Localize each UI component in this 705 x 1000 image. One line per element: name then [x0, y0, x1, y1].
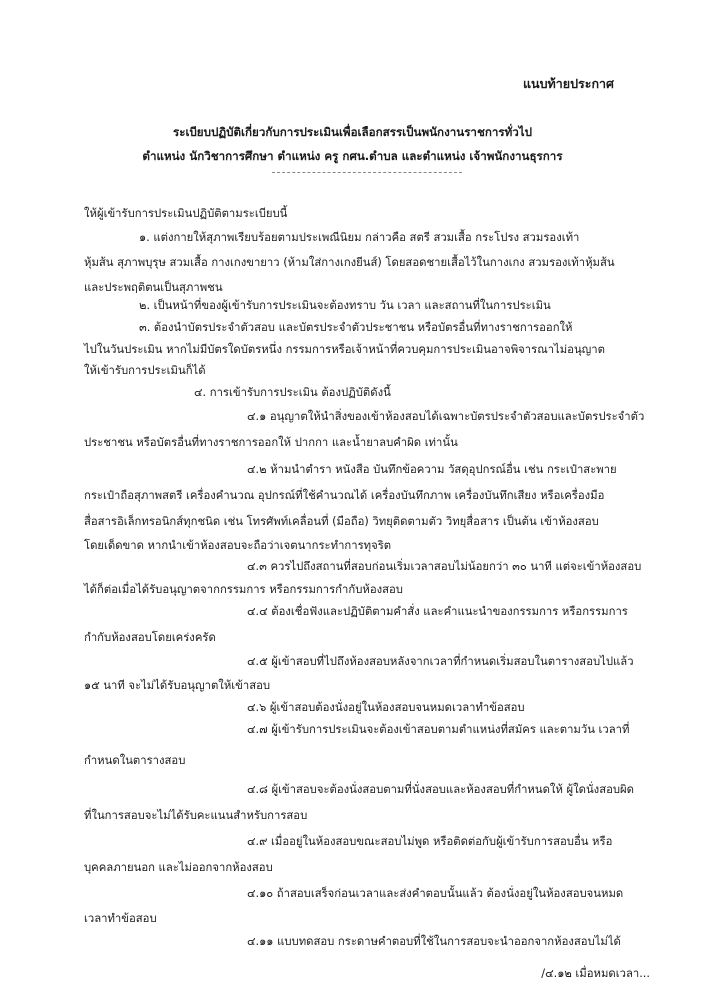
- rule-4-5-line: ๑๕ นาที จะไม่ได้รับอนุญาตให้เข้าสอบ: [84, 679, 271, 692]
- rule-4-2-line: กระเป๋าถือสุภาพสตรี เครื่องคำนวณ อุปกรณ์ที่ใช้คำนวณได้ เครื่องบันทึกภาพ เครื่องบันทึกเสียง หรือเครื่องมือ: [84, 489, 605, 502]
- rule-4-9-line: ๔.๙ เมื่ออยู่ในห้องสอบขณะสอบไม่พูด หรือติดต่อกับผู้เข้ารับการสอบอื่น หรือ: [247, 835, 613, 848]
- rule-4-5-line: ๔.๕ ผู้เข้าสอบที่ไปถึงห้องสอบหลังจากเวลาที่กำหนดเริ่มสอบในตารางสอบไปแล้ว: [247, 655, 634, 668]
- rule-4-3-line: ๔.๓ ควรไปถึงสถานที่สอบก่อนเริ่มเวลาสอบไม่น้อยกว่า ๓๐ นาที แต่จะเข้าห้องสอบ: [247, 560, 642, 573]
- rule-4-2-line: ๔.๒ ห้ามนำตำรา หนังสือ บันทึกข้อความ วัสดุอุปกรณ์อื่น เช่น กระเป๋าสะพาย: [247, 463, 617, 476]
- rule-3-line: ให้เข้ารับการประเมินก็ได้: [84, 364, 206, 377]
- rule-1-line: ๑. แต่งกายให้สุภาพเรียบร้อยตามประเพณีนิยม กล่าวคือ สตรี สวมเสื้อ กระโปรง สวมรองเท้า: [139, 231, 580, 244]
- rule-3-line: ๓. ต้องนำบัตรประจำตัวสอบ และบัตรประจำตัวประชาชน หรือบัตรอื่นที่ทางราชการออกให้: [139, 321, 573, 334]
- rule-4-2-line: โดยเด็ดขาด หากนำเข้าห้องสอบจะถือว่าเจตนากระทำการทุจริต: [84, 539, 392, 552]
- document-title-line-1: ระเบียบปฏิบัติเกี่ยวกับการประเมินเพื่อเลือกสรรเป็นพนักงานราชการทั่วไป: [173, 125, 532, 139]
- rule-4-8-line: ๔.๘ ผู้เข้าสอบจะต้องนั่งสอบตามที่นั่งสอบและห้องสอบที่กำหนดให้ ผู้ใดนั่งสอบผิด: [247, 783, 634, 796]
- rule-4-4-line: กำกับห้องสอบโดยเคร่งครัด: [84, 631, 216, 644]
- rule-4-10-line: ๔.๑๐ ถ้าสอบเสร็จก่อนเวลาและส่งคำตอบนั้นแล้ว ต้องนั่งอยู่ในห้องสอบจนหมด: [247, 887, 624, 900]
- rule-1-line: หุ้มส้น สุภาพบุรุษ สวมเสื้อ กางเกงขายาว (ห้ามใส่กางเกงยีนส์) โดยสอดชายเสื้อไว้ในกางเกง สวมรองเท้าหุ้มส้น: [84, 256, 615, 269]
- document-title-line-2: ตำแหน่ง นักวิชาการศึกษา ตำแหน่ง ครู กศน.ตำบล และตำแหน่ง เจ้าพนักงานธุรการ: [142, 149, 563, 163]
- rule-4-3-line: ได้ก็ต่อเมื่อได้รับอนุญาตจากกรรมการ หรือกรรมการกำกับห้องสอบ: [84, 583, 403, 596]
- rule-4-7-line: ๔.๗ ผู้เข้ารับการประเมินจะต้องเข้าสอบตามตำแหน่งที่สมัคร และตามวัน เวลาที่: [247, 723, 630, 736]
- annex-label: แนบท้ายประกาศ: [522, 76, 614, 91]
- continuation-note: /๔.๑๒ เมื่อหมดเวลา...: [541, 967, 650, 980]
- rule-4-1-line: ๔.๑ อนุญาตให้นำสิ่งของเข้าห้องสอบได้เฉพาะบัตรประจำตัวสอบและบัตรประจำตัว: [247, 410, 645, 423]
- rule-4-2-line: สื่อสารอิเล็กทรอนิกส์ทุกชนิด เช่น โทรศัพท์เคลื่อนที่ (มือถือ) วิทยุติดตามตัว วิทยุสื่อสาร เป็นต้น เข้าห้องสอบ: [84, 515, 599, 528]
- intro-line: ให้ผู้เข้ารับการประเมินปฏิบัติตามระเบียบนี้: [84, 207, 288, 220]
- title-divider: [272, 172, 462, 173]
- rule-4-heading: ๔. การเข้ารับการประเมิน ต้องปฏิบัติดังนี้: [194, 386, 391, 399]
- rule-4-7-line: กำหนดในตารางสอบ: [84, 754, 186, 767]
- rule-4-9-line: บุคคลภายนอก และไม่ออกจากห้องสอบ: [84, 861, 273, 874]
- rule-2-line: ๒. เป็นหน้าที่ของผู้เข้ารับการประเมินจะต้องทราบ วัน เวลา และสถานที่ในการประเมิน: [139, 299, 551, 312]
- rule-4-1-line: ประชาชน หรือบัตรอื่นที่ทางราชการออกให้ ปากกา และน้ำยาลบคำผิด เท่านั้น: [84, 436, 458, 449]
- rule-4-6-line: ๔.๖ ผู้เข้าสอบต้องนั่งอยู่ในห้องสอบจนหมดเวลาทำข้อสอบ: [247, 701, 525, 714]
- rule-4-11-line: ๔.๑๑ แบบทดสอบ กระดาษคำตอบที่ใช้ในการสอบจะนำออกจากห้องสอบไม่ได้: [247, 935, 621, 948]
- rule-4-4-line: ๔.๔ ต้องเชื่อฟังและปฏิบัติตามคำสั่ง และคำแนะนำของกรรมการ หรือกรรมการ: [247, 605, 628, 618]
- rule-4-8-line: ที่ในการสอบจะไม่ได้รับคะแนนสำหรับการสอบ: [84, 809, 308, 822]
- rule-1-line: และประพฤติตนเป็นสุภาพชน: [84, 281, 223, 294]
- rule-4-10-line: เวลาทำข้อสอบ: [84, 912, 157, 925]
- rule-3-line: ไปในวันประเมิน หากไม่มีบัตรใดบัตรหนึ่ง กรรมการหรือเจ้าหน้าที่ควบคุมการประเมินอาจพิจารณาไม่อนุญาต: [84, 343, 605, 356]
